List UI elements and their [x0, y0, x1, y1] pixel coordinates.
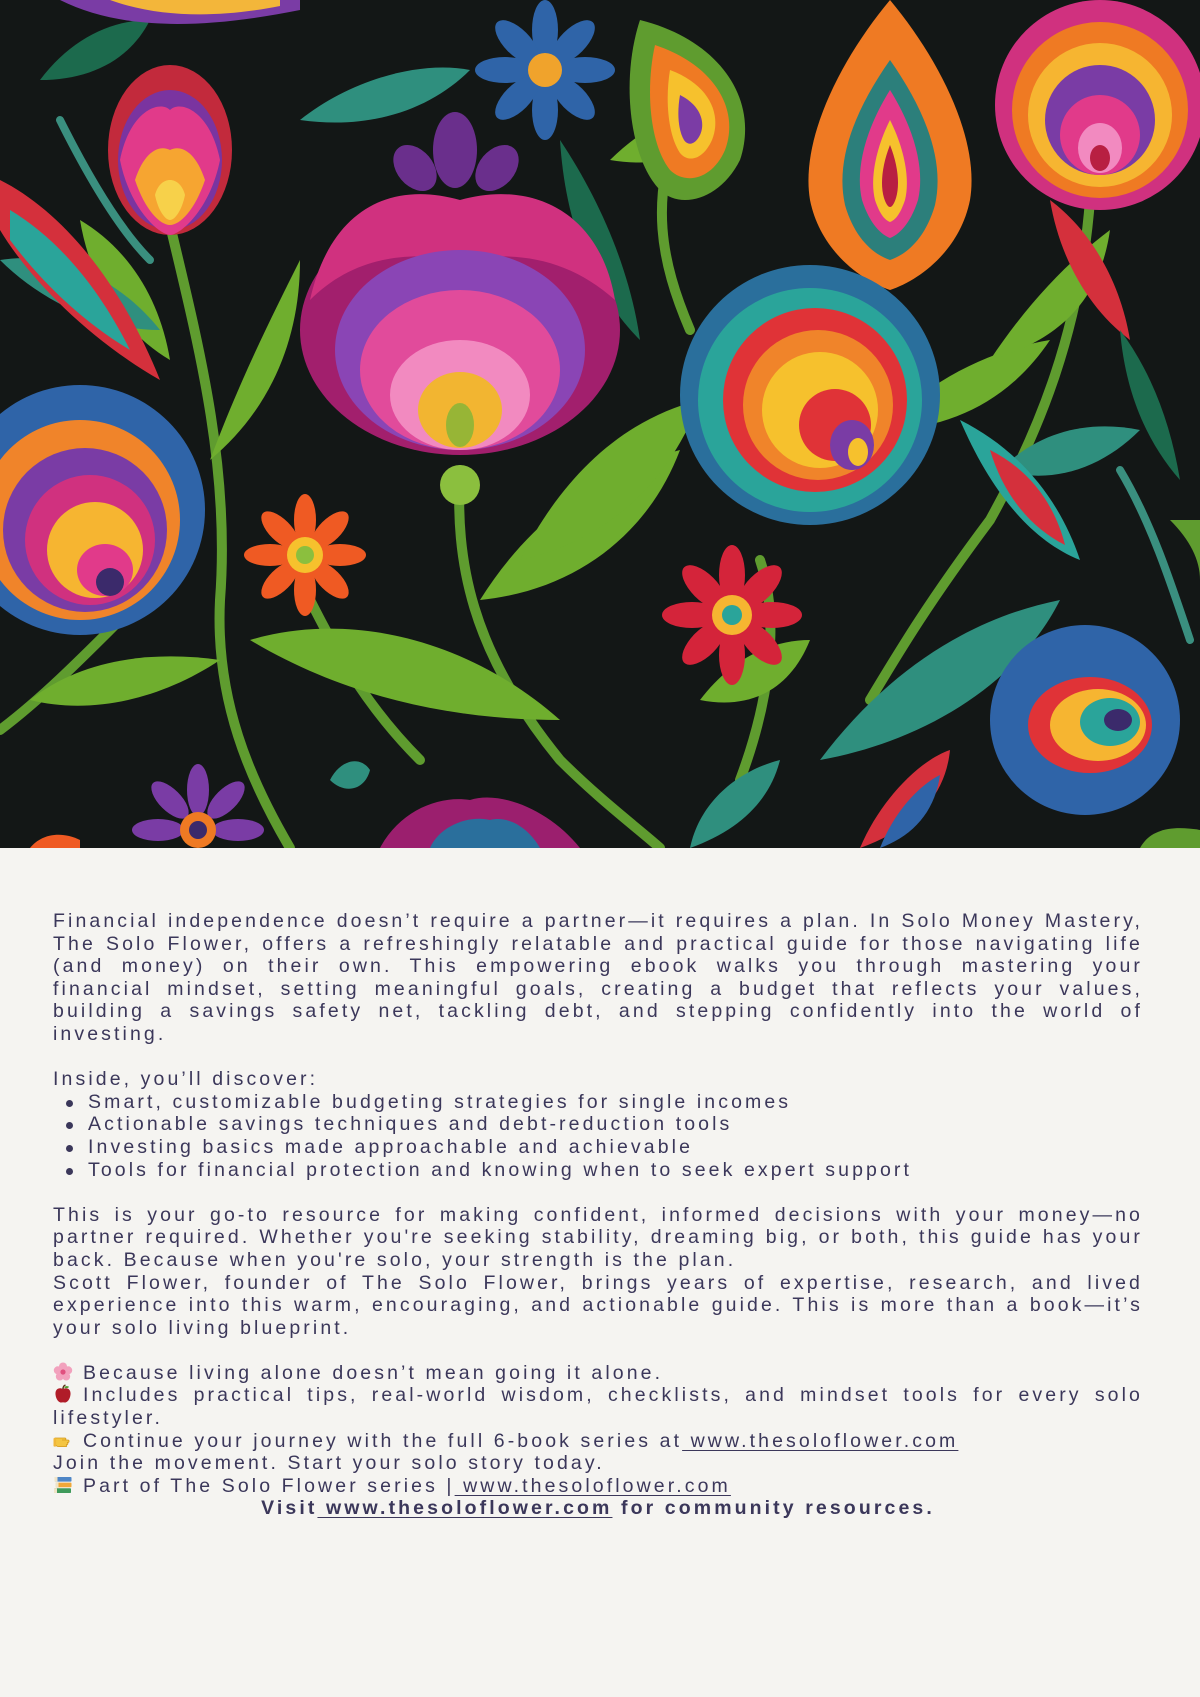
list-item: Smart, customizable budgeting strategies for single incomes: [88, 1091, 1143, 1114]
resource-paragraph: This is your go-to resource for making confident, informed decisions with your money—no partner required. Whether you're seeking stability, dreaming big, or both, this guide has your back. Because when you're solo, your strength is the plan.: [53, 1203, 1143, 1271]
author-paragraph: Scott Flower, founder of The Solo Flower, brings years of expertise, research, and lived experience into this warm, encouraging, and actionable guide. This is more than a book—it’s your solo living blueprint.: [53, 1271, 1143, 1339]
discover-list: [53, 1091, 1143, 1181]
blossom-icon: [53, 1362, 73, 1382]
top-left-tulip: [108, 65, 232, 235]
community-resources-line: [53, 1497, 1143, 1520]
spacer: [53, 1181, 1143, 1204]
highlight-line-2: [53, 1384, 1143, 1429]
highlight-line-3: [53, 1430, 1143, 1453]
series-website-link-2[interactable]: www.thesoloflower.com: [454, 1474, 731, 1497]
community-website-link[interactable]: www.thesoloflower.com: [317, 1497, 613, 1520]
discover-heading: Inside, you’ll discover:: [53, 1068, 319, 1091]
list-item: Actionable savings techniques and debt-reduction tools: [88, 1113, 1143, 1136]
highlight-text-2: Includes practical tips, real-world wisdom, checklists, and mindset tools for every solo lifestyler.: [53, 1384, 1143, 1430]
list-item: Tools for financial protection and knowing when to seek expert support: [88, 1159, 1143, 1182]
apple-icon: [53, 1384, 73, 1404]
footer-suffix: for community resources.: [612, 1497, 935, 1520]
spacer: [53, 1046, 1143, 1069]
footer-prefix: Visit: [261, 1497, 318, 1520]
pointing-hand-icon: [53, 1430, 73, 1450]
highlight-text-5: Part of The Solo Flower series |: [83, 1474, 455, 1497]
teal-orange-flower: [680, 265, 940, 525]
book-description: [53, 910, 1143, 1520]
highlight-line-4: Join the movement. Start your solo story today.: [53, 1452, 605, 1475]
highlight-line-1: [53, 1362, 1143, 1385]
top-right-flower: [995, 0, 1200, 210]
spacer: [53, 1339, 1143, 1362]
floral-pattern-art: [0, 0, 1200, 848]
highlight-line-5: [53, 1475, 1143, 1498]
floral-cover-illustration: [0, 0, 1200, 848]
intro-paragraph: Financial independence doesn’t require a partner—it requires a plan. In Solo Money Mastery, The Solo Flower, offers a refreshingly relatable and practical guide for those navigating life (and money) on their own. This empowering ebook walks you through mastering your financial mindset, setting meaningful goals, creating a budget that reflects your values, building a savings safety net, tackling debt, and stepping confidently into the world of investing.: [53, 910, 1143, 1045]
series-website-link[interactable]: www.thesoloflower.com: [682, 1429, 959, 1452]
highlight-text-3: Continue your journey with the full 6-book series at: [83, 1429, 683, 1452]
highlight-text-1: Because living alone doesn’t mean going it alone.: [83, 1361, 664, 1384]
blue-bottom-right-flower: [990, 625, 1180, 815]
list-item: Investing basics made approachable and achievable: [88, 1136, 1143, 1159]
books-icon: [53, 1475, 73, 1495]
